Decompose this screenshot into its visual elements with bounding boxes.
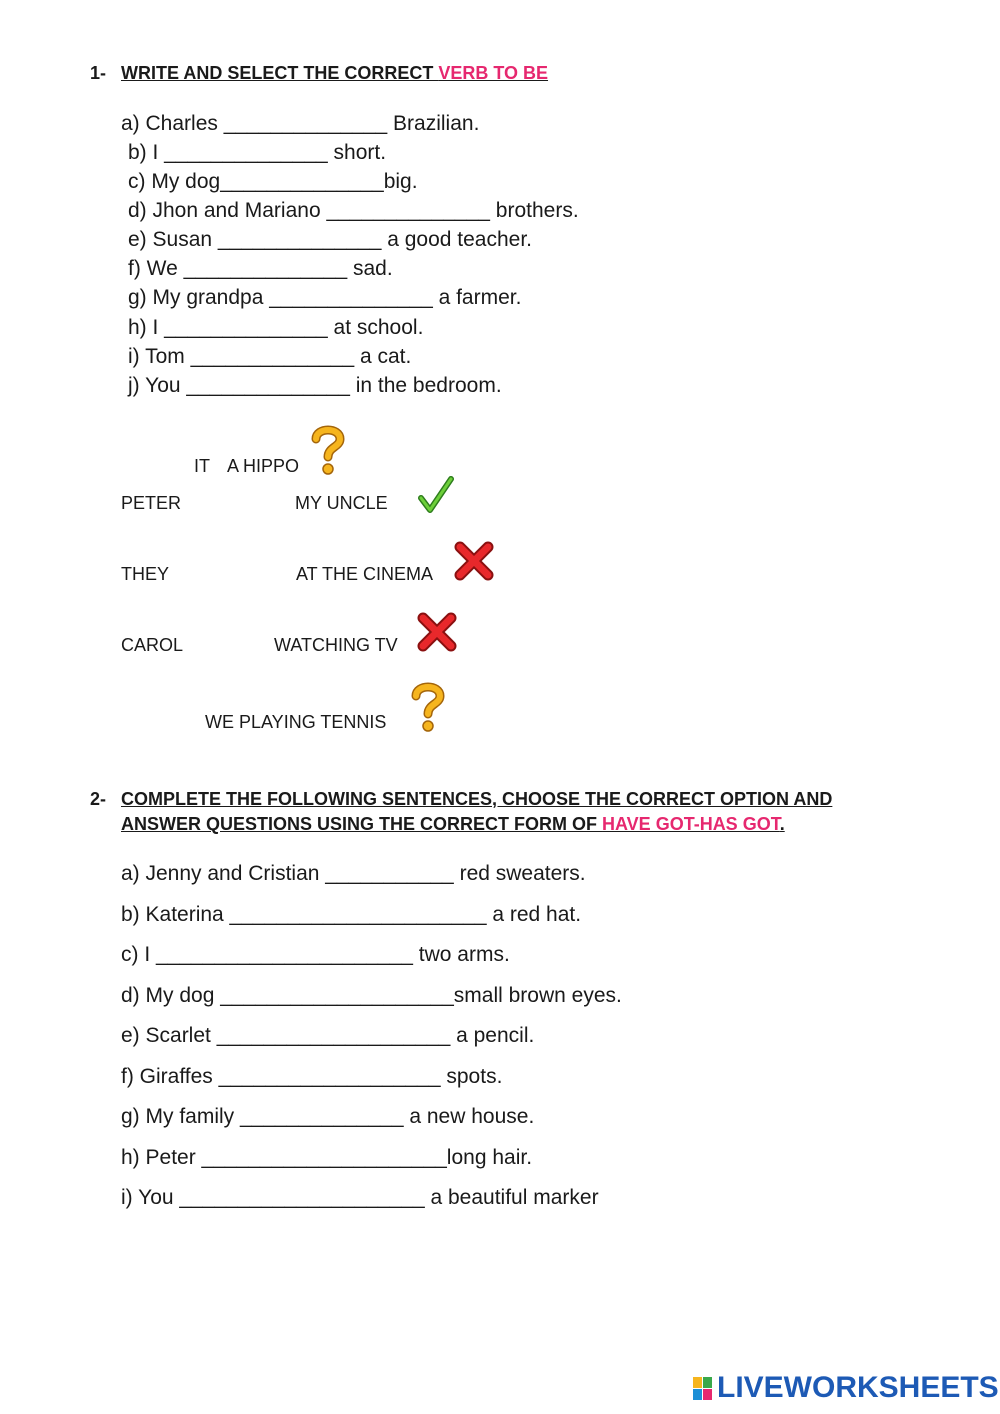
section-1-heading — [90, 60, 690, 86]
s1-sentence-h: h) I ______________ at school. — [128, 316, 424, 339]
liveworksheets-logo — [693, 1371, 999, 1409]
section-2-title-suffix: . — [779, 814, 785, 834]
section-2-title-highlight: HAVE GOT-HAS GOT — [602, 814, 780, 834]
section-2-heading — [90, 786, 960, 840]
s1-sentence-e: e) Susan ______________ a good teacher. — [128, 228, 533, 251]
section-1-title-highlight: VERB TO BE — [438, 63, 549, 83]
s2-sentence-a: a) Jenny and Cristian ___________ red sweaters. — [121, 862, 586, 885]
s1-sentence-c: c) My dog______________big. — [128, 170, 418, 193]
s1-sentence-f: f) We ______________ sad. — [128, 257, 393, 280]
s2-sentence-i: i) You _____________________ a beautiful marker — [121, 1186, 599, 1209]
section-2-title-line-2 — [121, 811, 785, 837]
section-1-title-prefix: WRITE AND SELECT THE CORRECT — [121, 63, 439, 83]
s2-sentence-d: d) My dog ____________________small brown eyes. — [121, 984, 622, 1007]
s2-sentence-c: c) I ______________________ two arms. — [121, 943, 510, 966]
prompt-they-complement: AT THE CINEMA — [296, 564, 434, 584]
section-2-title-prefix: ANSWER QUESTIONS USING THE CORRECT FORM OF — [121, 814, 603, 834]
s1-sentence-i: i) Tom ______________ a cat. — [128, 345, 412, 368]
prompt-we-playing-tennis: WE PLAYING TENNIS — [205, 712, 387, 732]
question-icon — [410, 682, 446, 734]
logo-blocks-icon — [693, 1377, 713, 1401]
section-1-number: 1- — [90, 63, 107, 83]
s2-sentence-b: b) Katerina ______________________ a red hat. — [121, 903, 582, 926]
section-2-title-line-1: COMPLETE THE FOLLOWING SENTENCES, CHOOSE THE CORRECT OPTION AND — [121, 789, 833, 809]
prompt-it-subject: IT — [194, 456, 210, 476]
prompt-they-subject: THEY — [121, 564, 170, 584]
cross-icon — [416, 611, 458, 653]
s1-sentence-g: g) My grandpa ______________ a farmer. — [128, 286, 522, 309]
prompt-peter-subject: PETER — [121, 493, 182, 513]
cross-icon — [453, 540, 495, 582]
question-icon — [310, 425, 346, 477]
s2-sentence-h: h) Peter _____________________long hair. — [121, 1146, 533, 1169]
logo-text: LIVEWORKSHEETS — [717, 1371, 999, 1404]
section-2-number: 2- — [90, 789, 107, 809]
section-1-title — [121, 60, 548, 86]
prompt-it-complement: A HIPPO — [227, 456, 300, 476]
s2-sentence-f: f) Giraffes ___________________ spots. — [121, 1065, 503, 1088]
prompt-peter-complement: MY UNCLE — [295, 493, 388, 513]
s1-sentence-a: a) Charles ______________ Brazilian. — [121, 112, 480, 135]
prompt-carol-subject: CAROL — [121, 635, 184, 655]
s2-sentence-g: g) My family ______________ a new house. — [121, 1105, 535, 1128]
s2-sentence-e: e) Scarlet ____________________ a pencil. — [121, 1024, 535, 1047]
check-icon — [418, 476, 454, 514]
s1-sentence-j: j) You ______________ in the bedroom. — [128, 374, 502, 397]
prompt-carol-complement: WATCHING TV — [274, 635, 398, 655]
s1-sentence-d: d) Jhon and Mariano ______________ brothers. — [128, 199, 579, 222]
s1-sentence-b: b) I ______________ short. — [128, 141, 387, 164]
